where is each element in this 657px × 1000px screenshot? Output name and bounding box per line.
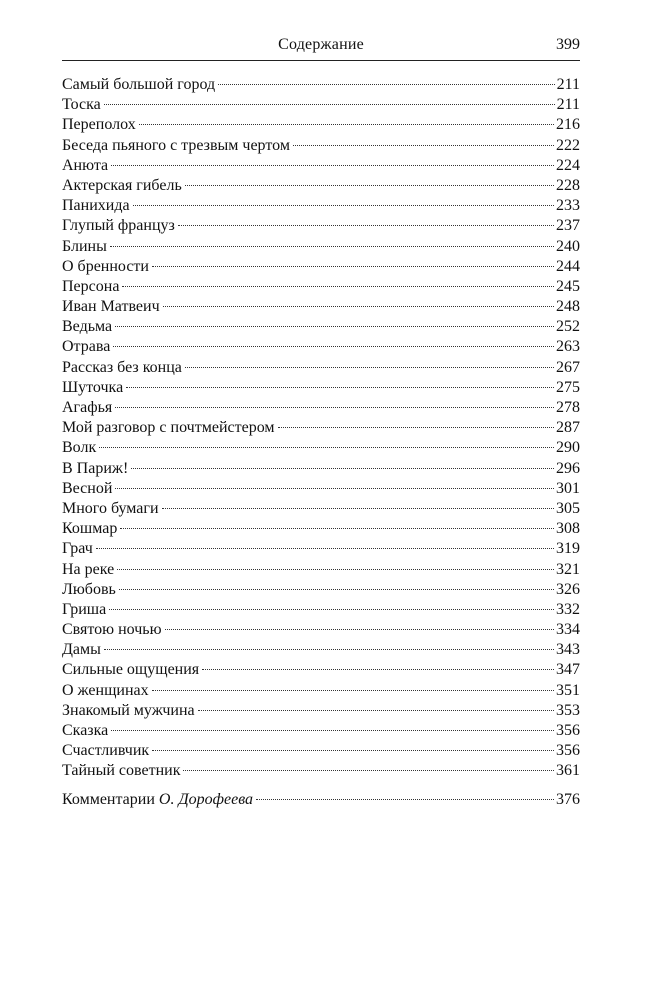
toc-entry-page: 240 <box>556 237 580 255</box>
toc-entry-title: Дамы <box>62 641 101 659</box>
commentary-label: Комментарии <box>62 790 155 808</box>
toc-entry <box>62 297 580 317</box>
toc-entry-page: 356 <box>556 742 580 760</box>
toc-entry-page: 222 <box>556 136 580 154</box>
toc-entry-title: Блины <box>62 237 107 255</box>
toc-entry-title: О бренности <box>62 257 149 275</box>
toc-entry-title: Знакомый мужчина <box>62 701 195 719</box>
toc-entry <box>62 681 580 701</box>
dot-leader <box>165 629 554 630</box>
toc-entry-title: О женщинах <box>62 681 149 699</box>
toc-entry <box>62 560 580 580</box>
dot-leader <box>122 286 554 287</box>
dot-leader <box>119 589 554 590</box>
toc-entry-page: 343 <box>556 641 580 659</box>
toc-entry <box>62 580 580 600</box>
dot-leader <box>162 508 554 509</box>
toc-entry-title: Гриша <box>62 600 107 618</box>
dot-leader <box>131 468 554 469</box>
toc-entry-title: Сказка <box>62 722 109 739</box>
dot-leader <box>115 326 554 327</box>
book-page <box>62 34 580 810</box>
dot-leader <box>139 124 554 125</box>
dot-leader <box>113 346 554 347</box>
toc-entry-title: Тайный советник <box>62 762 181 780</box>
toc-entry-title: В Париж! <box>62 459 129 477</box>
toc-entry-title: Весной <box>62 479 113 497</box>
toc-entry <box>62 600 580 620</box>
running-head-title: Содержание <box>278 36 364 53</box>
toc-entry-page: 353 <box>556 701 580 719</box>
toc-entry-title: Глупый француз <box>62 217 175 235</box>
toc-entry <box>62 701 580 721</box>
toc-entry <box>62 337 580 357</box>
toc-entry-title: Панихида <box>62 197 130 215</box>
toc-entry-page: 211 <box>556 96 580 114</box>
dot-leader <box>256 799 554 800</box>
toc-entry <box>62 438 580 458</box>
toc-entry-title: Беседа пьяного с трезвым чертом <box>62 136 290 154</box>
toc-entry <box>62 277 580 297</box>
running-head-page-number: 399 <box>556 36 580 53</box>
toc-entry-page: 319 <box>556 540 580 558</box>
dot-leader <box>115 488 554 489</box>
toc-entry <box>62 378 580 398</box>
toc-entry-title: Волк <box>62 439 97 457</box>
toc-entry-title: Анюта <box>62 156 109 174</box>
dot-leader <box>96 548 554 549</box>
toc-entry-page: 287 <box>556 419 580 437</box>
toc-entry-title: Рассказ без конца <box>62 358 182 376</box>
toc-entry-page: 216 <box>556 116 580 134</box>
toc-entry-page: 305 <box>556 499 580 517</box>
dot-leader <box>152 750 554 751</box>
toc-entry-page: 275 <box>556 378 580 396</box>
dot-leader <box>133 205 554 206</box>
toc-entry-title: Мой разговор с почтмейстером <box>62 419 275 437</box>
toc-entry-title: Актерская гибель <box>62 176 182 194</box>
toc-entry <box>62 257 580 277</box>
toc-entry <box>62 196 580 216</box>
dot-leader <box>198 710 554 711</box>
toc-entry-page: 321 <box>556 560 580 578</box>
dot-leader <box>126 387 554 388</box>
toc-entry-page: 228 <box>556 176 580 194</box>
toc-entry-title: Счастливчик <box>62 742 150 760</box>
toc-entry <box>62 75 580 95</box>
toc-entry <box>62 317 580 337</box>
running-head <box>62 34 580 61</box>
dot-leader <box>202 669 554 670</box>
toc-entry-title: Грач <box>62 540 93 558</box>
dot-leader <box>185 367 554 368</box>
toc-entry-title: Персона <box>62 277 120 295</box>
toc-entry <box>62 398 580 418</box>
toc-entry <box>62 519 580 539</box>
toc-entry-page: 308 <box>556 520 580 538</box>
toc-entry-page: 248 <box>556 298 580 316</box>
toc-entry-page: 244 <box>556 257 580 275</box>
toc-entry-page: 332 <box>556 600 580 618</box>
toc-entry-page: 245 <box>556 277 580 295</box>
toc-entry <box>62 499 580 519</box>
toc-entry-page: 233 <box>556 197 580 215</box>
dot-leader <box>111 730 554 731</box>
dot-leader <box>104 649 554 650</box>
dot-leader <box>152 266 554 267</box>
dot-leader <box>278 427 554 428</box>
toc-entry <box>62 539 580 559</box>
toc-entry-page: 267 <box>556 358 580 376</box>
toc-entry <box>62 620 580 640</box>
toc-entry <box>62 418 580 438</box>
toc-entry-page: 351 <box>556 681 580 699</box>
dot-leader <box>110 246 554 247</box>
toc-entry-title: Сильные ощущения <box>62 661 200 679</box>
dot-leader <box>185 185 554 186</box>
toc-entry-page: 224 <box>556 156 580 174</box>
dot-leader <box>104 104 555 105</box>
toc-entry <box>62 479 580 499</box>
dot-leader <box>183 770 554 771</box>
toc-entry <box>62 721 580 741</box>
toc-entry-commentary <box>62 790 580 810</box>
toc-entry-title: Много бумаги <box>62 499 159 517</box>
dot-leader <box>218 84 554 85</box>
toc-entry <box>62 459 580 479</box>
table-of-contents <box>62 75 580 810</box>
toc-entry-title: Шуточка <box>62 378 124 396</box>
toc-entry-page: 376 <box>556 790 580 808</box>
toc-entry-title: Отрава <box>62 338 111 356</box>
toc-entry-title: Святою ночью <box>62 621 162 639</box>
toc-entry <box>62 176 580 196</box>
toc-entry <box>62 741 580 761</box>
dot-leader <box>152 690 554 691</box>
toc-entry-page: 263 <box>556 338 580 356</box>
toc-entry-page: 278 <box>556 399 580 416</box>
toc-entry <box>62 136 580 156</box>
toc-entry-page: 347 <box>556 661 580 679</box>
toc-entry-page: 326 <box>556 580 580 598</box>
toc-entry <box>62 237 580 257</box>
toc-entry-page: 211 <box>556 76 580 93</box>
toc-entry <box>62 640 580 660</box>
toc-entry <box>62 761 580 781</box>
dot-leader <box>163 306 554 307</box>
toc-entry-title: Иван Матвеич <box>62 298 160 316</box>
toc-entry-title: Переполох <box>62 116 136 134</box>
toc-entry-title: Кошмар <box>62 520 118 538</box>
toc-entry <box>62 156 580 176</box>
toc-entry <box>62 115 580 135</box>
dot-leader <box>109 609 554 610</box>
commentary-author: О. Дорофеева <box>158 790 254 808</box>
toc-entry-page: 301 <box>556 479 580 497</box>
toc-entry-title: На реке <box>62 560 115 578</box>
toc-entry-title <box>62 790 256 810</box>
toc-entry-page: 290 <box>556 439 580 457</box>
dot-leader <box>120 528 554 529</box>
dot-leader <box>293 145 554 146</box>
dot-leader <box>178 225 554 226</box>
toc-entry-page: 356 <box>556 722 580 739</box>
toc-entry <box>62 216 580 236</box>
toc-entry <box>62 660 580 680</box>
toc-entry-title: Тоска <box>62 96 101 114</box>
toc-entry-title: Любовь <box>62 580 116 598</box>
dot-leader <box>99 447 554 448</box>
toc-entry <box>62 95 580 115</box>
dot-leader <box>117 569 554 570</box>
toc-entry-page: 296 <box>556 459 580 477</box>
toc-entry-page: 237 <box>556 217 580 235</box>
toc-entry-page: 252 <box>556 318 580 336</box>
toc-entry-page: 361 <box>556 762 580 780</box>
toc-entry-title: Самый большой город <box>62 76 216 93</box>
dot-leader <box>115 407 554 408</box>
toc-entry-title: Агафья <box>62 399 113 416</box>
toc-entry-page: 334 <box>556 621 580 639</box>
toc-entry <box>62 358 580 378</box>
toc-entry-title: Ведьма <box>62 318 113 336</box>
dot-leader <box>111 165 554 166</box>
